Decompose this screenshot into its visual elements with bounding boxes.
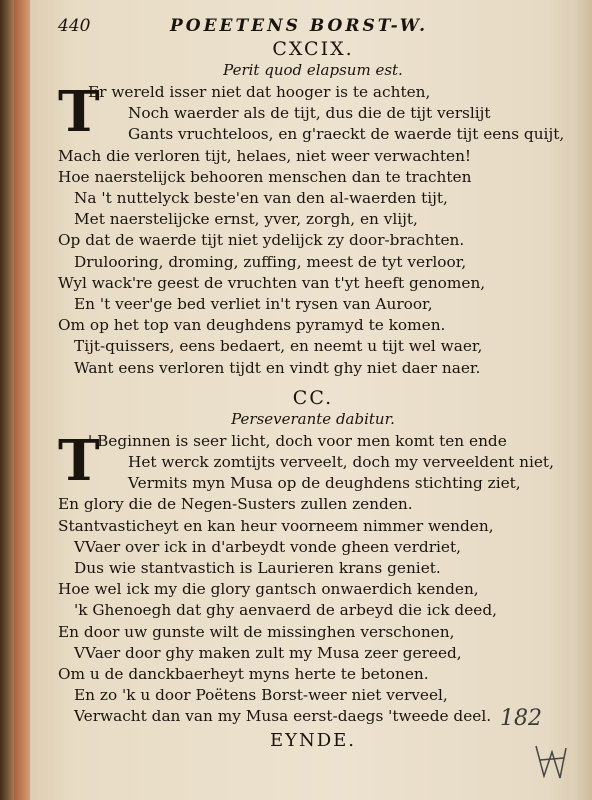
poem-line: VVaer door ghy maken zult my Musa zeer gereed, (74, 643, 462, 662)
poem-subtitle: Perseverante dabitur. (231, 409, 395, 428)
poem-title: CXCIX. (272, 38, 354, 60)
end-text: EYNDE. (269, 729, 357, 751)
poem-line: Op dat de waerde tijt niet ydelijck zy door-brachten. (58, 231, 465, 250)
page-number: 440 (58, 16, 91, 36)
handwritten-number: 182 (500, 706, 542, 731)
poem-line: Hoe wel ick my die glory gantsch onwaerdich kenden, (58, 580, 479, 599)
poem-line: En 't veer'ge bed verliet in't rysen van Auroor, (74, 295, 433, 314)
poem-line: Tijt-quissers, eens bedaert, en neemt u tijt wel waer, (74, 337, 483, 356)
poem-line: En glory die de Negen-Susters zullen zenden. (58, 495, 413, 514)
page-curl-edge (570, 0, 592, 800)
poem-line: Hoe naerstelijck behooren menschen dan te trachten (58, 167, 472, 186)
poem-subtitle: Perit quod elapsum est. (223, 61, 403, 79)
book-page (30, 0, 592, 800)
book-spine (0, 0, 14, 800)
handwritten-mark-icon (530, 738, 570, 784)
poem-line: Stantvasticheyt en kan heur voorneem nimmer wenden, (58, 516, 494, 535)
poem-line: Drulooring, droming, zuffing, meest de tyt verloor, (74, 252, 467, 271)
poem-line: Mach die verloren tijt, helaes, niet weer verwachten! (58, 146, 472, 165)
poem-line: Het werck zomtijts verveelt, doch my verveeldent niet, (128, 453, 554, 472)
poem-line: En zo 'k u door Poëtens Borst-weer niet verveel, (74, 686, 448, 705)
poem-line: Wyl wack're geest de vruchten van t'yt heeft genomen, (58, 273, 486, 292)
poem-line: Om op het top van deughdens pyramyd te komen. (58, 316, 446, 335)
poem-body (58, 79, 568, 379)
poem-line: Om u de danckbaerheyt myns herte te betonen. (58, 665, 429, 684)
poem-line: Na 't nuttelyck beste'en van den al-waerden tijt, (74, 189, 448, 208)
poem-title: CC. (292, 386, 334, 409)
poem-line: 'k Ghenoegh dat ghy aenvaerd de arbeyd die ick deed, (74, 601, 497, 620)
poem-line: Want eens verloren tijdt en vindt ghy niet daer naer. (74, 358, 481, 377)
page-header (58, 8, 568, 36)
poem-line: Gants vruchteloos, en g'raeckt de waerde tijt eens quijt, (128, 125, 565, 144)
poem-line: VVaer over ick in d'arbeydt vonde gheen verdriet, (74, 537, 461, 556)
poem-line: ' Beginnen is seer licht, doch voor men komt ten ende (88, 431, 507, 450)
drop-cap: T (58, 427, 100, 494)
running-head: POEETENS BORST-W. (170, 16, 429, 36)
page-text (58, 8, 568, 751)
poem-line: En door uw gunste wilt de missinghen verschonen, (58, 622, 455, 641)
poem-line: Er wereld isser niet dat hooger is te achten, (88, 83, 431, 101)
poem-body (58, 427, 568, 728)
poem-line: Met naerstelijcke ernst, yver, zorgh, en vlijt, (74, 210, 418, 229)
poem-line: Noch waerder als de tijt, dus die de tijt verslijt (128, 104, 491, 123)
drop-cap: T (58, 79, 100, 145)
poem-line: Dus wie stantvastich is Laurieren krans geniet. (74, 559, 441, 578)
poem-line: Vermits myn Musa op de deughdens stichting ziet, (128, 474, 521, 493)
poem-line: Verwacht dan van my Musa eerst-daegs 'tweede deel. (74, 707, 492, 726)
